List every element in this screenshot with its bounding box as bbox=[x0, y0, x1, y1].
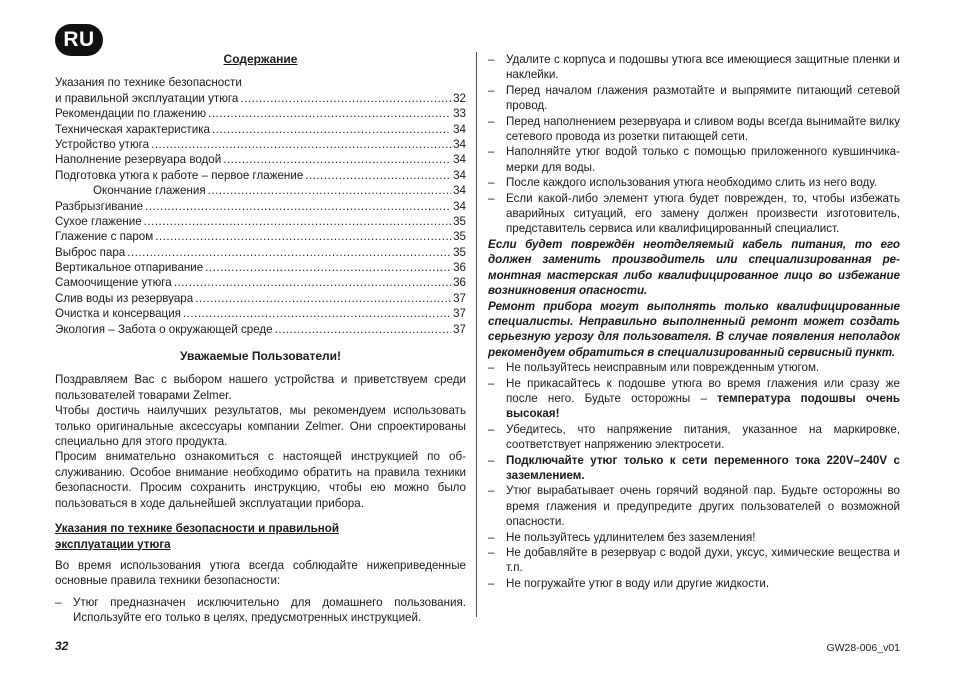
list-item bbox=[488, 114, 900, 145]
list-item-text: Не пользуйтесь удлинителем без заземления! bbox=[506, 530, 756, 544]
list-item-text: Перед началом глажения размотайте и выпрямите питающий сетевой провод. bbox=[506, 83, 900, 113]
toc-entry bbox=[55, 91, 466, 106]
toc-entry bbox=[55, 183, 466, 198]
toc-leader bbox=[208, 106, 451, 121]
list-dash: – bbox=[488, 484, 495, 498]
toc-entry-page: 34 bbox=[453, 184, 466, 198]
toc-leader bbox=[151, 137, 451, 152]
list-dash: – bbox=[488, 191, 495, 205]
toc-entry-page: 34 bbox=[453, 153, 466, 167]
toc-leader bbox=[305, 168, 451, 183]
safety-title-line: Указания по технике безопасности и правильной bbox=[55, 522, 339, 536]
toc-leader bbox=[223, 152, 451, 167]
language-badge: RU bbox=[55, 24, 103, 56]
toc-entry bbox=[55, 322, 466, 337]
toc-entry bbox=[55, 291, 466, 306]
safety-list-a bbox=[488, 52, 900, 237]
toc-entry-text: Устройство утюга bbox=[55, 137, 150, 151]
page-number: 32 bbox=[55, 639, 69, 653]
toc-entry-page: 37 bbox=[453, 291, 466, 305]
toc-entry bbox=[55, 306, 466, 321]
left-column bbox=[55, 52, 466, 626]
toc-entry bbox=[55, 168, 466, 183]
warning-cable: Если будет повреждён неотделяемый кабель питания, то его должен заменить производитель или специализированная ремонтная мастерская либо квалифицированное лицо во избежание возникновения опасности. bbox=[488, 237, 900, 298]
list-dash: – bbox=[488, 361, 495, 375]
list-item-text: Не пользуйтесь неисправным или поврежденным утюгом. bbox=[506, 361, 820, 375]
list-item-text: Перед наполнением резервуара и сливом воды всегда вынимайте вилку сетевого провода из розетки питающей сети. bbox=[506, 114, 900, 144]
toc-entry-page: 34 bbox=[453, 137, 466, 151]
list-dash: – bbox=[488, 422, 495, 436]
toc-entry-page: 34 bbox=[453, 122, 466, 136]
toc-entry bbox=[55, 199, 466, 214]
toc-entry bbox=[55, 106, 466, 121]
toc-entry bbox=[55, 152, 466, 167]
toc-entry bbox=[55, 137, 466, 152]
toc-entry-page: 35 bbox=[453, 245, 466, 259]
list-item-text: Утюг вырабатывает очень горячий водяной пар. Будьте осторожны во время глажения и предупредите других пользователей о возможной опасности. bbox=[506, 484, 900, 529]
toc-leader bbox=[155, 229, 451, 244]
toc-entry-text: Слив воды из резервуара bbox=[55, 291, 194, 305]
touch-warning-bold: температура подошвы очень высокая! bbox=[506, 391, 900, 421]
toc-entry-page: 33 bbox=[453, 107, 466, 121]
toc-entry bbox=[55, 229, 466, 244]
toc-leader bbox=[240, 91, 451, 106]
toc-entry-text: Самоочищение утюга bbox=[55, 276, 172, 290]
list-dash: – bbox=[488, 453, 495, 467]
safety-intro: Во время использования утюга всегда соблюдайте нижеприведенные основные правила техники безопасности: bbox=[55, 558, 466, 588]
list-item bbox=[488, 545, 900, 576]
list-item bbox=[55, 595, 466, 626]
toc-entry-text: Очистка и консервация bbox=[55, 307, 181, 321]
toc-entry-page: 34 bbox=[453, 199, 466, 213]
toc-entry-text: Подготовка утюга к работе – первое глажение bbox=[55, 168, 304, 182]
list-item-text bbox=[506, 376, 900, 422]
toc-entry bbox=[55, 260, 466, 275]
toc-list bbox=[55, 91, 466, 337]
toc-leader bbox=[144, 214, 451, 229]
toc-entry-page: 32 bbox=[453, 91, 466, 105]
toc-entry-text: Сухое глажение bbox=[55, 214, 142, 228]
list-item-text: Удалите с корпуса и подошвы утюга все имеющиеся защитные пленки и наклейки. bbox=[506, 53, 900, 82]
toc-entry bbox=[55, 122, 466, 137]
list-dash: – bbox=[55, 595, 62, 609]
toc-leader bbox=[275, 322, 451, 337]
list-dash: – bbox=[488, 83, 495, 97]
list-dash: – bbox=[488, 145, 495, 159]
toc-entry bbox=[55, 275, 466, 290]
toc-entry-page: 35 bbox=[453, 230, 466, 244]
toc-entry-text: Вертикальное отпаривание bbox=[55, 261, 204, 275]
list-item bbox=[488, 144, 900, 175]
toc-entry-page: 37 bbox=[453, 307, 466, 321]
safety-title-line: эксплуатации утюга bbox=[55, 537, 171, 551]
toc-first-line: Указания по технике безопасности bbox=[55, 76, 242, 90]
safety-section-title bbox=[55, 521, 466, 552]
list-item bbox=[488, 376, 900, 422]
list-dash: – bbox=[488, 546, 495, 559]
toc-leader bbox=[145, 199, 451, 214]
toc-entry-text: и правильной эксплуатации утюга bbox=[55, 91, 239, 105]
list-item bbox=[488, 576, 900, 591]
toc-leader bbox=[127, 245, 451, 260]
toc-entry-page: 34 bbox=[453, 168, 466, 182]
toc-leader bbox=[183, 306, 451, 321]
list-item-text: Не добавляйте в резервуар с водой духи, уксус, химические вещества и т.п. bbox=[506, 546, 900, 575]
list-item-text: Убедитесь, что напряжение питания, указанное на маркировке, соответствует напряжению электросети. bbox=[506, 422, 900, 452]
toc-entry-text: Экология – Забота о окружающей среде bbox=[55, 322, 273, 336]
toc-entry-page: 37 bbox=[453, 322, 466, 336]
toc-entry-text: Рекомендации по глажению bbox=[55, 107, 207, 121]
toc-leader bbox=[174, 275, 451, 290]
list-dash: – bbox=[488, 53, 495, 66]
list-item bbox=[488, 483, 900, 529]
toc-entry bbox=[55, 245, 466, 260]
toc-entry-text: Техническая характеристика bbox=[55, 122, 210, 136]
greeting-paragraph: Поздравляем Вас с выбором нашего устройства и приветствуем среди пользователей товарами Zelmer. bbox=[55, 373, 466, 402]
list-item bbox=[488, 422, 900, 453]
toc-entry-page: 36 bbox=[453, 276, 466, 290]
list-item-text: Не погружайте утюг в воду или другие жидкости. bbox=[506, 576, 770, 590]
toc-entry-page: 35 bbox=[453, 214, 466, 228]
toc-entry-text: Выброс пара bbox=[55, 245, 126, 259]
list-item-text: Утюг предназначен исключительно для домашнего пользования. Используйте его только в целях, предусмотренных инструкцией. bbox=[73, 595, 466, 625]
warning-repair: Ремонт прибора могут выполнять только квалифицированные специалисты. Неправильно выполненный ремонт может создать серьезную угрозу для пользователя. В случае появления неполадок рекомендуем обратиться в специализированный сервисный пункт. bbox=[488, 299, 900, 359]
toc-title: Содержание bbox=[223, 52, 298, 66]
list-item-text: После каждого использования утюга необходимо слить из него воду. bbox=[506, 176, 878, 190]
touch-warning-text: Не прикасайтесь к подошве утюга во время глажения или сразу же после него. Будьте осторожны – bbox=[506, 376, 900, 405]
toc-entry bbox=[55, 214, 466, 229]
toc-entry-text: Разбрызгивание bbox=[55, 199, 144, 213]
toc-leader bbox=[208, 183, 451, 198]
list-item bbox=[488, 52, 900, 83]
list-item bbox=[488, 191, 900, 237]
greeting-title: Уважаемые Пользователи! bbox=[180, 349, 341, 364]
list-dash: – bbox=[488, 530, 495, 544]
list-item bbox=[488, 83, 900, 114]
list-item bbox=[488, 175, 900, 190]
list-item-text: Подключайте утюг только к сети переменного тока 220V–240V с заземлением. bbox=[506, 453, 900, 482]
list-item bbox=[488, 530, 900, 545]
toc-leader bbox=[212, 122, 451, 137]
list-dash: – bbox=[488, 114, 495, 128]
list-dash: – bbox=[488, 376, 495, 390]
list-dash: – bbox=[488, 176, 495, 190]
list-item-text: Если какой-либо элемент утюга будет поврежден, то, чтобы избежать аварийных ситуаций, его замену должен произвести изготовитель, представитель сервиса или квалифицированный специалист. bbox=[506, 191, 900, 236]
toc-entry-text: Окончание глажения bbox=[93, 184, 206, 198]
greeting-paragraph: Просим внимательно ознакомиться с настоящей инструкцией по обслуживанию. Особое внимание необходимо обратить на правила техники безопасности. Просим сохранить инструкцию, чтобы ею можно было пользоваться в ходе дальнейшей эксплуатации прибора. bbox=[55, 450, 466, 510]
toc-leader bbox=[205, 260, 451, 275]
column-divider bbox=[476, 52, 477, 617]
toc-leader bbox=[195, 291, 451, 306]
list-item-text: Наполняйте утюг водой только с помощью приложенного кувшинчика-мерки для воды. bbox=[506, 145, 900, 174]
toc-entry-text: Глажение с паром bbox=[55, 230, 154, 244]
list-dash: – bbox=[488, 576, 495, 590]
toc-entry-text: Наполнение резервуара водой bbox=[55, 153, 222, 167]
list-item bbox=[488, 453, 900, 484]
list-item bbox=[488, 360, 900, 375]
right-column bbox=[488, 52, 900, 591]
toc-entry-page: 36 bbox=[453, 261, 466, 275]
document-code: GW28-006_v01 bbox=[826, 642, 900, 654]
safety-list-b bbox=[488, 483, 900, 591]
greeting-paragraph: Чтобы достичь наилучших результатов, мы рекомендуем использовать только оригинальные аксессуары компании Zelmer. Они спроектированы специально для этого продукта. bbox=[55, 404, 466, 449]
